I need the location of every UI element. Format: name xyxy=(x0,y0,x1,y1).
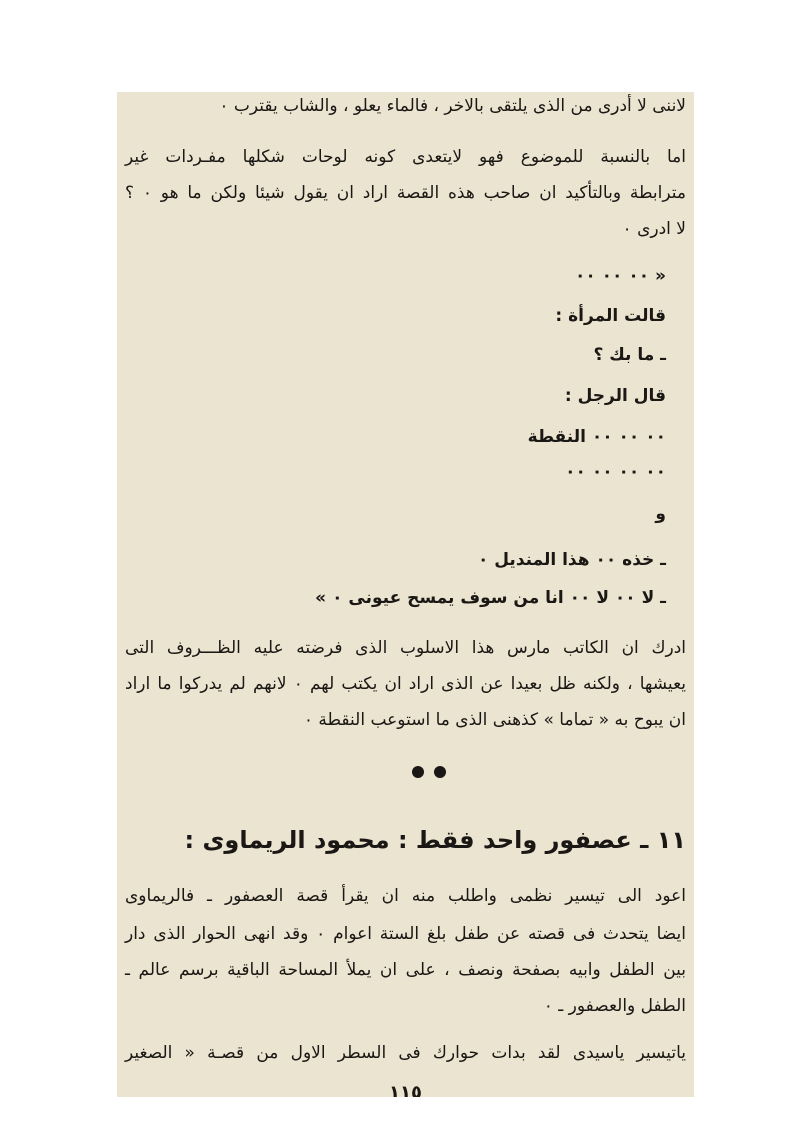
text-line: لا ادرى ٠ xyxy=(622,219,686,239)
dialogue-line: ٠٠ ٠٠ ٠٠ النقطة xyxy=(527,427,666,447)
separator-dot xyxy=(412,766,424,778)
text-line: ادرك ان الكاتب مارس هذا الاسلوب الذى فرضته عليه الظـــروف التى xyxy=(125,638,686,658)
text-line: ايضا يتحدث فى قصته عن طفل بلغ الستة اعوام ٠ وقد انهى الحوار الذى دار xyxy=(125,924,686,944)
text-line: يعيشها ، ولكنه ظل بعيدا عن الذى اراد ان يكتب لهم ٠ لانهم لم يدركوا ما اراد xyxy=(125,674,686,694)
text-line: ان يبوح به « تماما » كذهنى الذى ما استوعب النقطة ٠ xyxy=(303,710,686,730)
text-line: اما بالنسبة للموضوع فهو لايتعدى كونه لوحات شكلها مفـردات غير xyxy=(125,147,686,167)
dialogue-line: و xyxy=(655,504,666,524)
book-page xyxy=(117,92,694,1097)
separator-dot xyxy=(434,766,446,778)
dialogue-line: ـ خذه ٠٠ هذا المنديل ٠ xyxy=(477,550,666,570)
dialogue-line: قال الرجل : xyxy=(564,386,666,406)
text-line: ياتيسير ياسيدى لقد بدات حوارك فى السطر الاول من قصـة « الصغير xyxy=(125,1043,686,1063)
dialogue-line: ـ ما بك ؟ xyxy=(593,345,666,365)
text-line: لاننى لا أدرى من الذى يلتقى بالاخر ، فالماء يعلو ، والشاب يقترب ٠ xyxy=(219,96,686,116)
text-line: مترابطة وبالتأكيد ان صاحب هذه القصة اراد ان يقول شيئا ولكن ما هو ٠ ؟ xyxy=(125,183,686,203)
section-separator xyxy=(412,766,446,778)
dialogue-line: « ٠٠ ٠٠ ٠٠ xyxy=(574,266,666,286)
dialogue-line: ـ لا ٠٠ لا ٠٠ انا من سوف يمسح عيونى ٠ » xyxy=(315,588,666,608)
dialogue-line: قالت المرأة : xyxy=(555,306,666,326)
text-line: اعود الى تيسير نظمى واطلب منه ان يقرأ قصة العصفور ـ فالريماوى xyxy=(125,886,686,906)
section-heading: ١١ ـ عصفور واحد فقط : محمود الريماوى : xyxy=(184,826,686,854)
page-number: ١١٥ xyxy=(389,1082,422,1097)
text-line: الطفل والعصفور ـ ٠ xyxy=(543,996,686,1016)
dialogue-line: ٠٠ ٠٠ ٠٠ ٠٠ xyxy=(565,462,666,482)
text-line: بين الطفل وابيه بصفحة ونصف ، على ان يملأ المساحة الباقية برسم عالم ـ xyxy=(125,960,686,980)
